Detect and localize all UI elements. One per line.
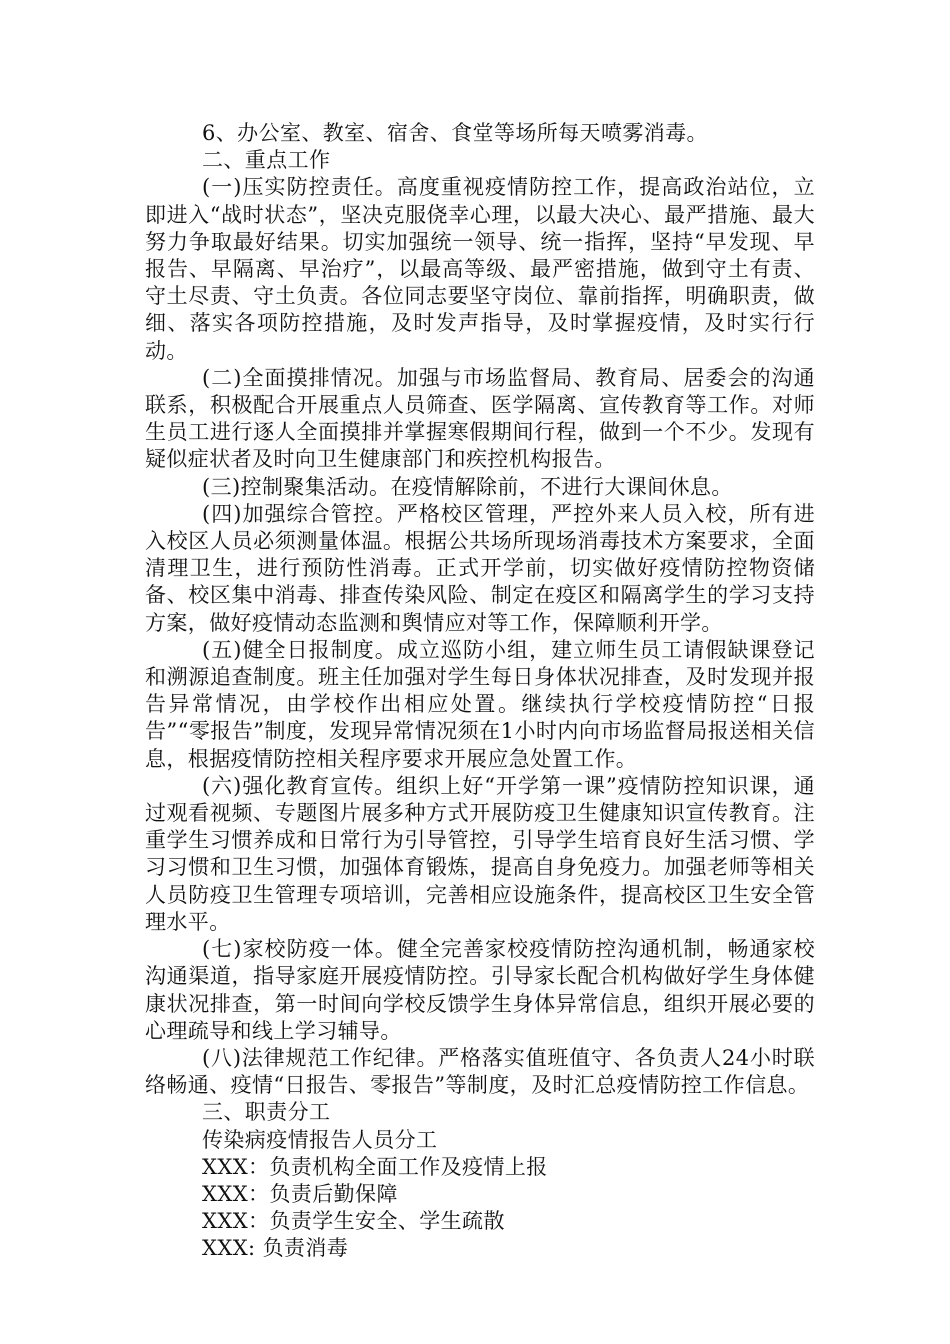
paragraph-item-6: 6、办公室、教室、宿舍、食堂等场所每天喷雾消毒。 — [202, 121, 708, 145]
duty-line: XXX：负责学生安全、学生疏散 — [202, 1209, 505, 1234]
paragraph-screening: (二)全面摸排情况。加强与市场监督局、教育局、居委会的沟通联系，积极配合开展重点人员筛查、医学隔离、宣传教育等工作。对师生员工进行逐人全面摸排并掌握寒假期间行程，做到一个不少。发现有疑似症状者及时向卫生健康部门和疾控机构报告。 — [145, 365, 815, 472]
section-heading-duties: 三、职责分工 — [202, 1100, 331, 1125]
duty-line: XXX：负责机构全面工作及疫情上报 — [202, 1154, 548, 1179]
duty-line: XXX：负责后勤保障 — [202, 1181, 398, 1206]
paragraph-responsibility: (一)压实防控责任。高度重视疫情防控工作，提高政治站位，立即进入“战时状态”，坚决克服侥幸心理，以最大决心、最严措施、最大努力争取最好结果。切实加强统一领导、统一指挥，坚持“早发现、早报告、早隔离、早治疗”，以最高等级、最严密措施，做到守土有责、守土尽责、守土负责。各位同志要坚守岗位、靠前指挥，明确职责，做细、落实各项防控措施，及时发声指导，及时掌握疫情，及时实行行动。 — [145, 175, 815, 363]
document-body — [145, 120, 815, 1263]
paragraph-daily-report: (五)健全日报制度。成立巡防小组，建立师生员工请假缺课登记和溯源追查制度。班主任加强对学生每日身体状况排查，及时发现并报告异常情况，由学校作出相应处置。继续执行学校疫情防控“日报告”“零报告”制度，发现异常情况须在1小时内向市场监督局报送相关信息，根据疫情防控相关程序要求开展应急处置工作。 — [145, 637, 815, 771]
paragraph-discipline: (八)法律规范工作纪律。严格落实值班值守、各负责人24小时联络畅通、疫情“日报告、零报告”等制度，及时汇总疫情防控工作信息。 — [145, 1045, 815, 1098]
paragraph-home-school: (七)家校防疫一体。健全完善家校疫情防控沟通机制，畅通家校沟通渠道，指导家庭开展疫情防控。引导家长配合机构做好学生身体健康状况排查，第一时间向学校反馈学生身体异常信息，组织开展必要的心理疏导和线上学习辅导。 — [145, 937, 815, 1043]
section-heading-key-work: 二、重点工作 — [202, 148, 331, 173]
duties-subtitle: 传染病疫情报告人员分工 — [202, 1127, 438, 1152]
paragraph-control: (四)加强综合管控。严格校区管理，严控外来人员入校，所有进入校区人员必须测量体温。根据公共场所现场消毒技术方案要求，全面清理卫生，进行预防性消毒。正式开学前，切实做好疫情防控物资储备、校区集中消毒、排查传染风险、制定在疫区和隔离学生的学习支持方案，做好疫情动态监测和舆情应对等工作，保障顺利开学。 — [145, 501, 815, 635]
duty-line: XXX: 负责消毒 — [202, 1236, 349, 1261]
paragraph-gatherings: (三)控制聚集活动。在疫情解除前，不进行大课间休息。 — [202, 474, 733, 499]
paragraph-education: (六)强化教育宣传。组织上好“开学第一课”疫情防控知识课，通过观看视频、专题图片展多种方式开展防疫卫生健康知识宣传教育。注重学生习惯养成和日常行为引导管控，引导学生培育良好生活习惯、学习习惯和卫生习惯，加强体育锻炼，提高自身免疫力。加强老师等相关人员防疫卫生管理专项培训，完善相应设施条件，提高校区卫生安全管理水平。 — [145, 773, 815, 934]
